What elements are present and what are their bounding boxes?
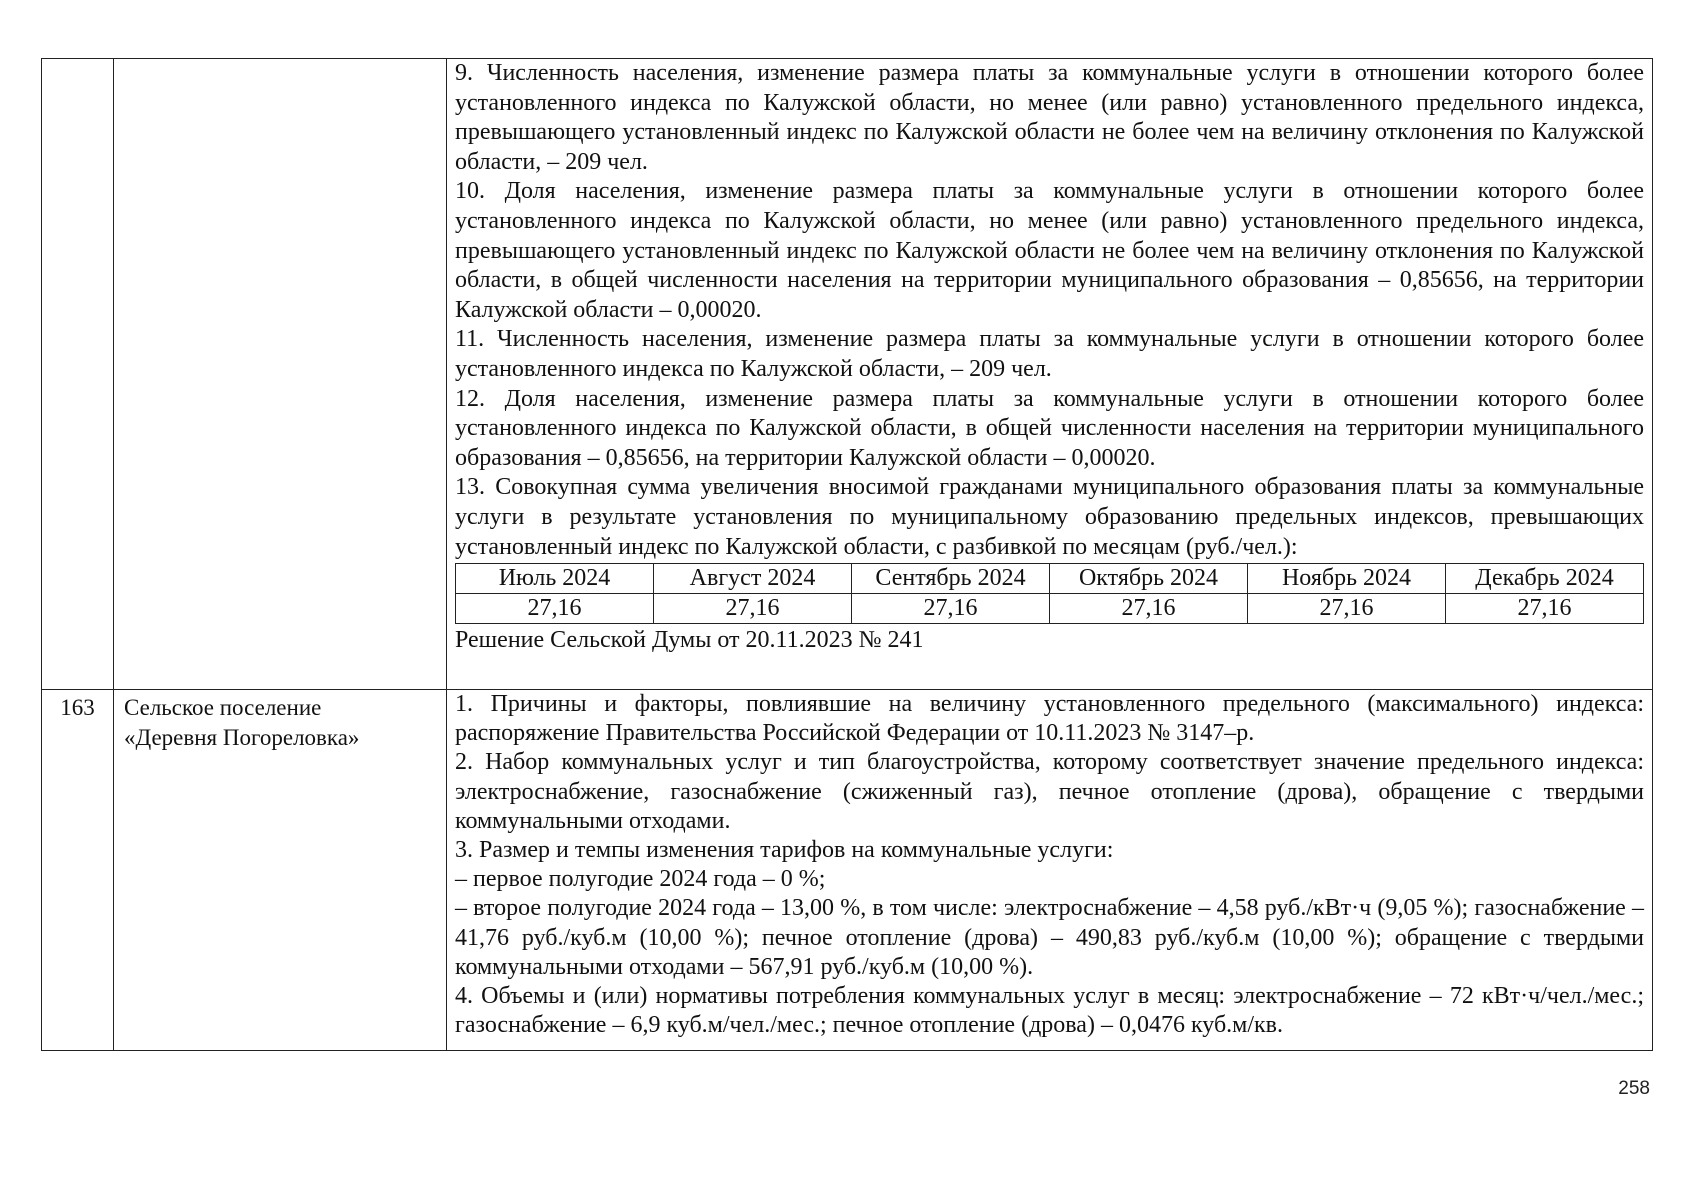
row-number-cell — [42, 59, 114, 690]
table-row — [42, 59, 1653, 690]
settlement-name-line: Сельское поселение — [124, 695, 322, 720]
month-header: Август 2024 — [654, 564, 852, 594]
table-row — [42, 690, 1653, 1051]
row-content-cell — [447, 690, 1653, 1051]
month-header: Ноябрь 2024 — [1248, 564, 1446, 594]
paragraph-item-3-second-half: – второе полугодие 2024 года – 13,00 %, в том числе: электроснабжение – 4,58 руб./кВт·ч (9,05 %); газоснабжение – 41,76 руб./куб.м (10,00 %); печное отопление (дрова) – 490,83 руб./куб.м (10,00 %); обращение с твердыми коммунальными отходами – 567,91 руб./куб.м (10,00 %). — [455, 895, 1644, 980]
month-header: Октябрь 2024 — [1050, 564, 1248, 594]
paragraph-item-2: 2. Набор коммунальных услуг и тип благоустройства, которому соответствует значение предельного индекса: электроснабжение, газоснабжение (сжиженный газ), печное отопление (дрова), обращение с твердыми коммунальными отходами. — [455, 749, 1644, 834]
paragraph-item-3-first-half: – первое полугодие 2024 года – 0 %; — [455, 866, 826, 893]
month-value: 27,16 — [852, 594, 1050, 624]
month-value: 27,16 — [1248, 594, 1446, 624]
paragraph-item-13: 13. Совокупная сумма увеличения вносимой гражданами муниципального образования платы за коммунальные услуги в результате установления по муниципальному образованию предельных индексов, превышающих установленный индекс по Калужской области, с разбивкой по месяцам (руб./чел.): — [455, 474, 1644, 560]
settlement-name-cell — [114, 59, 447, 690]
months-header-row — [456, 564, 1644, 594]
monthly-increase-table — [455, 563, 1644, 624]
row-number-cell: 163 — [42, 690, 114, 1051]
settlement-name-line: «Деревня Погореловка» — [124, 725, 360, 750]
month-header: Сентябрь 2024 — [852, 564, 1050, 594]
paragraph-item-9: 9. Численность населения, изменение размера платы за коммунальные услуги в отношении которого более установленного индекса по Калужской области, но менее (или равно) установленного предельного индекса, превышающего установленный индекс по Калужской области не более чем на величину отклонения по Калужской области, – 209 чел. — [455, 60, 1644, 175]
page-number: 258 — [1618, 1078, 1650, 1099]
month-value: 27,16 — [1050, 594, 1248, 624]
municipal-index-table — [41, 58, 1653, 1051]
paragraph-item-1: 1. Причины и факторы, повлиявшие на величину установленного предельного (максимального) индекса: распоряжение Правительства Российской Федерации от 10.11.2023 № 3147–р. — [455, 691, 1644, 747]
month-value: 27,16 — [456, 594, 654, 624]
month-header: Декабрь 2024 — [1446, 564, 1644, 594]
row-content-cell — [447, 59, 1653, 690]
paragraph-item-10: 10. Доля населения, изменение размера платы за коммунальные услуги в отношении которого более установленного индекса по Калужской области, но менее (или равно) установленного предельного индекса, превышающего установленный индекс по Калужской области не более чем на величину отклонения по Калужской области, в общей численности населения на территории муниципального образования – 0,85656, на территории Калужской области – 0,00020. — [455, 178, 1644, 323]
month-value: 27,16 — [1446, 594, 1644, 624]
paragraph-item-11: 11. Численность населения, изменение размера платы за коммунальные услуги в отношении которого более установленного индекса по Калужской области, – 209 чел. — [455, 326, 1644, 382]
paragraph-item-3: 3. Размер и темпы изменения тарифов на коммунальные услуги: — [455, 837, 1114, 864]
paragraph-item-4: 4. Объемы и (или) нормативы потребления коммунальных услуг в месяц: электроснабжение – 72 кВт·ч/чел./мес.; газоснабжение – 6,9 куб.м/чел./мес.; печное отопление (дрова) – 0,0476 куб.м/кв. — [455, 983, 1644, 1039]
month-value: 27,16 — [654, 594, 852, 624]
month-header: Июль 2024 — [456, 564, 654, 594]
settlement-name-cell — [114, 690, 447, 1051]
paragraph-item-12: 12. Доля населения, изменение размера платы за коммунальные услуги в отношении которого более установленного индекса по Калужской области, в общей численности населения на территории муниципального образования – 0,85656, на территории Калужской области – 0,00020. — [455, 385, 1644, 471]
months-value-row — [456, 594, 1644, 624]
decision-reference: Решение Сельской Думы от 20.11.2023 № 241 — [455, 627, 924, 654]
